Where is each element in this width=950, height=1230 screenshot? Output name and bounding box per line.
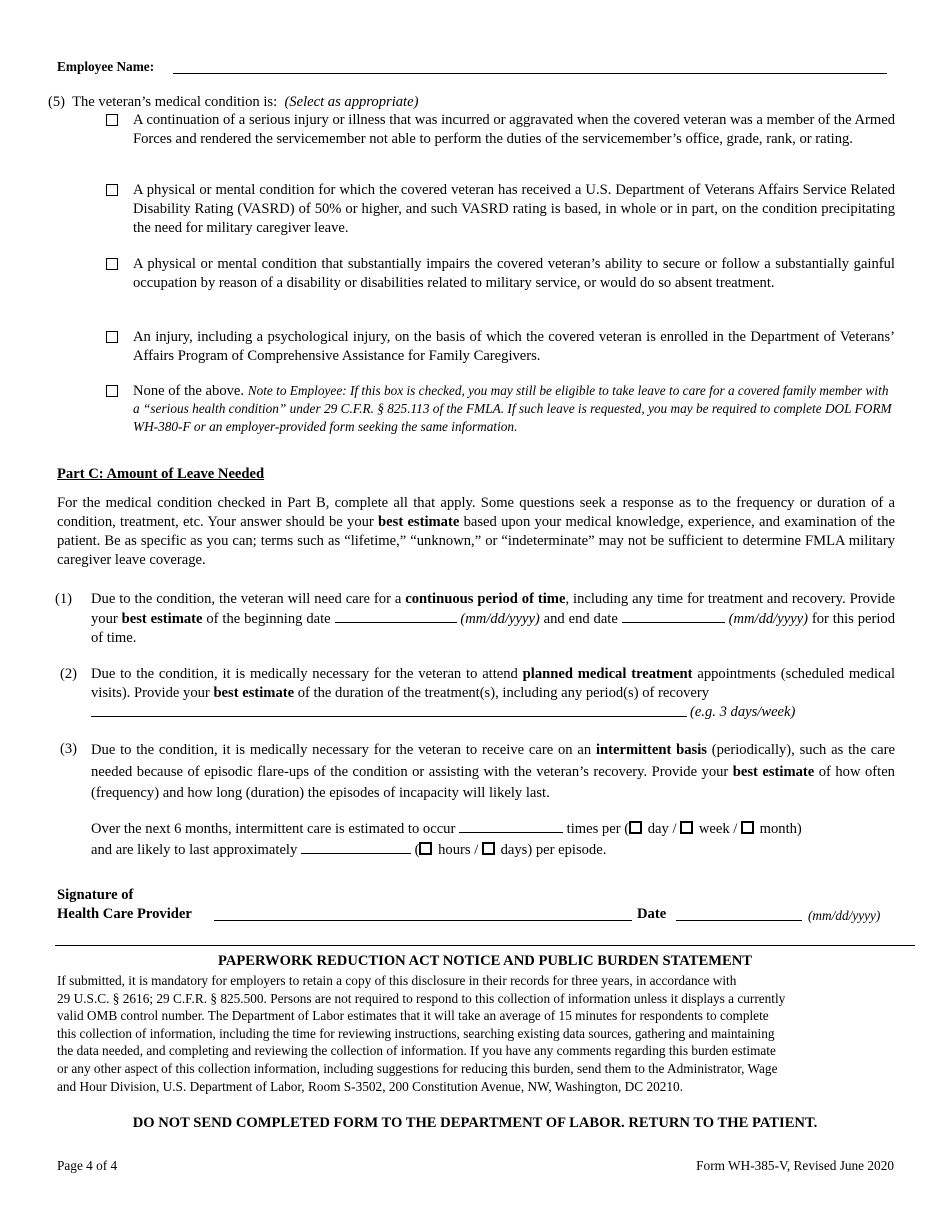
c3-freq-prefix: Over the next 6 months, intermittent care is estimated to occur: [91, 821, 456, 837]
paperwork-line-6: or any other aspect of this collection information, including suggestions for reducing this burden, send them to the Administrator, Wage: [57, 1060, 778, 1076]
c3-dur-days: days) per episode.: [500, 842, 607, 858]
c3-text-1: Due to the condition, it is medically necessary for the veteran to receive care on an: [91, 742, 596, 758]
c3-day-checkbox[interactable]: [629, 821, 642, 834]
signature-field[interactable]: [214, 920, 632, 921]
signature-date-label: Date: [637, 906, 667, 922]
signature-date-field[interactable]: [676, 920, 802, 921]
part-c-title: Part C: Amount of Leave Needed: [57, 466, 265, 482]
c3-days-checkbox[interactable]: [482, 842, 495, 855]
c3-dur-open: (: [414, 842, 420, 858]
c3-number: (3): [60, 741, 78, 757]
paperwork-line-3: valid OMB control number. The Department of Labor estimates that it will take an average of 15 minutes for respondents to complete: [57, 1008, 769, 1024]
q5-heading: [48, 93, 418, 112]
c3-month-checkbox[interactable]: [741, 821, 754, 834]
c1-end-date-field[interactable]: [622, 609, 725, 623]
c3-dur-hours: hours /: [438, 842, 479, 858]
c3-dur-prefix: and are likely to last approximately: [91, 842, 298, 858]
c3-freq-day: day /: [647, 821, 677, 837]
q5-option-3-checkbox[interactable]: [106, 258, 118, 270]
c3-freq-times-per: times per (: [566, 821, 630, 837]
q5-option-none-checkbox[interactable]: [106, 385, 118, 397]
paperwork-line-7: and Hour Division, U.S. Department of Labor, Room S-3502, 200 Constitution Avenue, NW, Washington, DC 20210.: [57, 1078, 684, 1094]
c3-bold-1: intermittent basis: [595, 742, 707, 758]
c3-hours-checkbox[interactable]: [419, 842, 432, 855]
q5-number: (5): [48, 94, 66, 110]
c2-bold-1: planned medical treatment: [522, 666, 693, 682]
c2-text-2: appointments (scheduled medical visits). Provide your: [91, 666, 896, 701]
paperwork-body: [57, 972, 917, 1095]
q5-hint: (Select as appropriate): [284, 94, 419, 110]
c3-duration-line: [91, 840, 606, 860]
c3-freq-week: week /: [698, 821, 738, 837]
signature-label-line1: Signature of: [57, 887, 134, 903]
q5-option-1-checkbox[interactable]: [106, 114, 118, 126]
q5-option-2-checkbox[interactable]: [106, 184, 118, 196]
q5-option-3-text: A physical or mental condition that substantially impairs the covered veteran’s ability to secure or follow a substantially gainful occupation by reason of a disability or disabilities related to military service, or would do so absent treatment.: [133, 256, 895, 291]
q5-none-label: None of the above.: [133, 383, 245, 399]
c2-text-1: Due to the condition, it is medically necessary for the veteran to attend: [91, 666, 523, 682]
q5-text: The veteran’s medical condition is:: [72, 94, 278, 110]
c1-text-1: Due to the condition, the veteran will need care for a: [91, 591, 406, 607]
c2-text-3: of the duration of the treatment(s), including any period(s) of recovery: [294, 685, 710, 701]
employee-name-field[interactable]: [173, 73, 887, 74]
c3-week-checkbox[interactable]: [680, 821, 693, 834]
c1-date-hint-1: (mm/dd/yyyy): [460, 611, 540, 627]
part-c-intro: [57, 494, 895, 570]
q5-option-none: [133, 382, 895, 436]
c1-begin-date-field[interactable]: [335, 609, 457, 623]
c3-text-3: of how often (frequency) and how long (duration) the episodes of incapacity will likely last.: [91, 763, 895, 801]
q5-option-4-text: An injury, including a psychological injury, on the basis of which the covered veteran is enrolled in the Department of Veterans’ Affairs Program of Comprehensive Assistance for Family Caregivers.: [133, 329, 895, 364]
c2-text: [91, 665, 895, 703]
c3-freq-month: month): [759, 821, 802, 837]
c1-date-hint-2: (mm/dd/yyyy): [728, 611, 809, 627]
c2-hint: (e.g. 3 days/week): [690, 704, 796, 720]
c3-bold-2: best estimate: [732, 763, 815, 780]
c2-number: (2): [60, 666, 78, 682]
c1-text-5: for this period of time.: [91, 611, 895, 646]
q5-none-note: Note to Employee: If this box is checked, you may still be eligible to take leave to care for a covered family member with a “serious health condition” under 29 C.F.R. § 825.113 of the FMLA. If such leave is requested, you may be required to complete DOL FORM WH-380-F or an employer-provided form seeking the same information.: [133, 383, 892, 434]
paperwork-line-1: If submitted, it is mandatory for employers to retain a copy of this disclosure in their records for three years, in accordance with: [57, 973, 737, 988]
section-divider: [55, 945, 915, 946]
c1-text-4: and end date: [539, 611, 622, 627]
c3-duration-field[interactable]: [301, 840, 411, 854]
part-c-intro-text-1: For the medical condition checked in Part B, complete all that apply. Some questions seek a response as to the frequency or duration of a condition, treatment, etc. Your answer should be your: [57, 495, 895, 530]
signature-label-line2: Health Care Provider: [57, 906, 192, 922]
c3-text: [91, 740, 895, 805]
footer-form-id: Form WH-385-V, Revised June 2020: [696, 1158, 894, 1173]
signature-date-hint: (mm/dd/yyyy): [808, 908, 881, 923]
paperwork-line-5: the data needed, and completing and reviewing the collection of information. If you have any comments regarding this burden estimate: [57, 1043, 776, 1059]
c1-number: (1): [55, 591, 73, 607]
q5-option-2-text: A physical or mental condition for which the covered veteran has received a U.S. Department of Veterans Affairs Service Related Disability Rating (VASRD) of 50% or higher, and such VASRD rating is based, in whole or in part, on the condition precipitating the need for military caregiver leave.: [133, 182, 895, 236]
c1-text-3: of the beginning date: [202, 611, 335, 627]
c1-text: [91, 590, 895, 648]
paperwork-title: PAPERWORK REDUCTION ACT NOTICE AND PUBLIC BURDEN STATEMENT: [218, 953, 752, 969]
c3-text-2: (periodically), such as the care needed because of episodic flare-ups of the condition or assisting with the veteran’s recovery. Provide your: [91, 742, 895, 780]
employee-name-label: Employee Name:: [57, 59, 155, 74]
part-c-intro-text-2: based upon your medical knowledge, experience, and examination of the patient. Be as specific as you can; terms such as “lifetime,” “unknown,” or “indeterminate” may not be sufficient to determine FMLA military caregiver leave coverage.: [57, 514, 895, 568]
return-warning: DO NOT SEND COMPLETED FORM TO THE DEPARTMENT OF LABOR. RETURN TO THE PATIENT.: [132, 1115, 818, 1131]
q5-option-1-text: A continuation of a serious injury or illness that was incurred or aggravated when the covered veteran was a member of the Armed Forces and rendered the servicemember not able to perform the duties of the servicemember’s office, grade, rank, or rating.: [133, 112, 895, 147]
paperwork-line-2: 29 U.S.C. § 2616; 29 C.F.R. § 825.500. Persons are not required to respond to this collection of information unless it displays a currently: [57, 990, 786, 1006]
c2-bold-2: best estimate: [213, 685, 295, 701]
paperwork-line-4: this collection of information, including the time for reviewing instructions, searching existing data sources, gathering and maintaining: [57, 1025, 775, 1041]
c2-duration-field[interactable]: [91, 702, 687, 717]
q5-option-4-checkbox[interactable]: [106, 331, 118, 343]
part-c-intro-bold: best estimate: [378, 514, 460, 530]
c3-frequency-field[interactable]: [459, 819, 563, 833]
c1-bold-2: best estimate: [121, 611, 203, 627]
footer-page-number: Page 4 of 4: [57, 1158, 118, 1173]
c3-frequency-line: [91, 819, 802, 839]
c1-bold-1: continuous period of time: [405, 591, 566, 607]
c1-text-2: , including any time for treatment and recovery. Provide your: [91, 591, 895, 627]
